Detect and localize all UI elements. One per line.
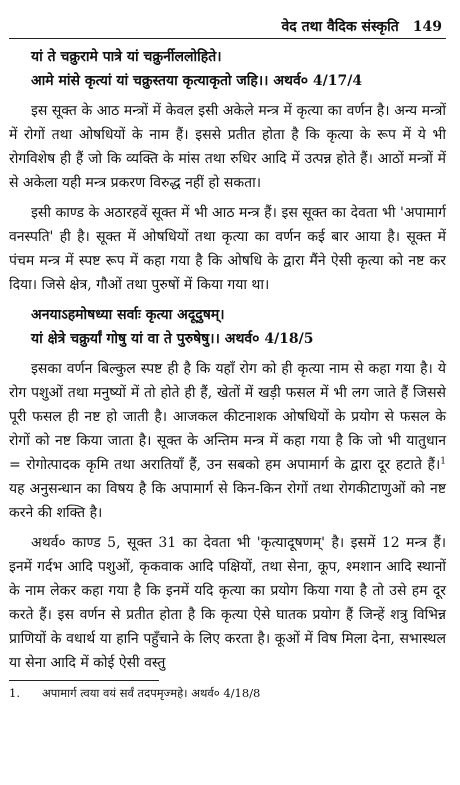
paragraph: अथर्व० काण्ड 5, सूक्त 31 का देवता भी 'कृत्यादूषणम्' है। इसमें 12 मन्त्र हैं। इनमें गर्दभ आदि पशुओं, कृकवाक आदि पक्षियों, तथा सेना, कूप, श्मशान आदि स्थानों के नाम लेकर कहा गया है कि इनमें यदि कृत्या का प्रयोग किया गया है तो उसे हम दूर करते हैं। इस वर्णन से प्रतीत होता है कि कृत्या ऐसे घातक प्रयोग हैं जिन्हें शत्रु विभिन्न प्राणियों के वधार्थ या हानि पहुँचाने के लिए करता है। कूओं में विष मिला देना, सभास्थल या सेना आदि में कोई ऐसी वस्तु — [9, 535, 446, 671]
footnote-rule — [9, 680, 159, 681]
footnote-reference[interactable]: 1 — [440, 456, 446, 467]
paragraph-text: इसका वर्णन बिल्कुल स्पष्ट ही है कि यहाँ रोग को ही कृत्या नाम से कहा गया है। ये रोग पशुओं तथा मनुष्यों में तो होते ही हैं, खेतों में खड़ी फसल में भी लग जाते हैं जिससे पूरी फसल ही नष्ट हो जाती है। आजकल कीटनाशक ओषधियों के प्रयोग से फसल के रोगों को नष्ट किया जाता है। सूक्त के अन्तिम मन्त्र में कहा गया है कि जो भी यातुधान = रोगोत्पादक कृमि तथा अरातियाँ हैं, उन सबको हम अपामार्ग के द्वारा दूर हटाते हैं। — [9, 361, 446, 473]
page-body — [9, 45, 446, 675]
footnote — [9, 684, 446, 702]
paragraph: इसी काण्ड के अठारहवें सूक्त में भी आठ मन्त्र हैं। इस सूक्त का देवता भी 'अपामार्ग वनस्पति' ही है। सूक्त में ओषधियों तथा कृत्या का वर्णन कई बार आया है। सूक्त में पंचम मन्त्र में स्पष्ट रूप में कहा गया है कि ओषधि के द्वारा मैंने ऐसी कृत्या को नष्ट कर दिया। जिसे क्षेत्र, गौओं तथा पुरुषों में किया गया था। — [9, 205, 446, 293]
verse-line: अनयाऽहमोषध्या सर्वाः कृत्या अदूदुषम्। — [31, 307, 225, 323]
footnote-number: 1. — [9, 686, 20, 700]
verse-line: यां ते चक्रुरामे पात्रे यां चक्रुर्नीललोहिते। — [31, 49, 222, 65]
paragraph: इस सूक्त के आठ मन्त्रों में केवल इसी अकेले मन्त्र में कृत्या का वर्णन है। अन्य मन्त्रों में रोगों तथा ओषधियों के नाम हैं। इससे प्रतीत होता है कि कृत्या के रूप में ये भी रोगविशेष ही हैं जो कि व्यक्ति के मांस तथा रुधिर आदि में उत्पन्न होते हैं। आठों मन्त्रों में से अकेला यही मन्त्र प्रकरण विरुद्ध नहीं हो सकता। — [9, 103, 446, 191]
verse-line: यां क्षेत्रे चक्रुर्यां गोषु यां वा ते पुरुषेषु।। अथर्व० 4/18/5 — [31, 331, 314, 347]
verse-line: आमे मांसे कृत्यां यां चक्रुस्तया कृत्याकृतो जहि।। अथर्व० 4/17/4 — [31, 73, 363, 89]
running-title: वेद तथा वैदिक संस्कृति — [281, 19, 399, 35]
running-header — [9, 0, 446, 34]
paragraph-text: यह अनुसन्धान का विषय है कि अपामार्ग से किन-किन रोगों तथा रोगकीटाणुओं को नष्ट करने की शक्ति है। — [9, 481, 446, 521]
header-rule — [9, 38, 446, 39]
paragraph — [9, 357, 446, 525]
page-number: 149 — [412, 19, 442, 35]
footnote-text: अपामार्ग त्वया वयं सर्वं तदपमृज्महे। अथर्व० 4/18/8 — [41, 686, 261, 700]
